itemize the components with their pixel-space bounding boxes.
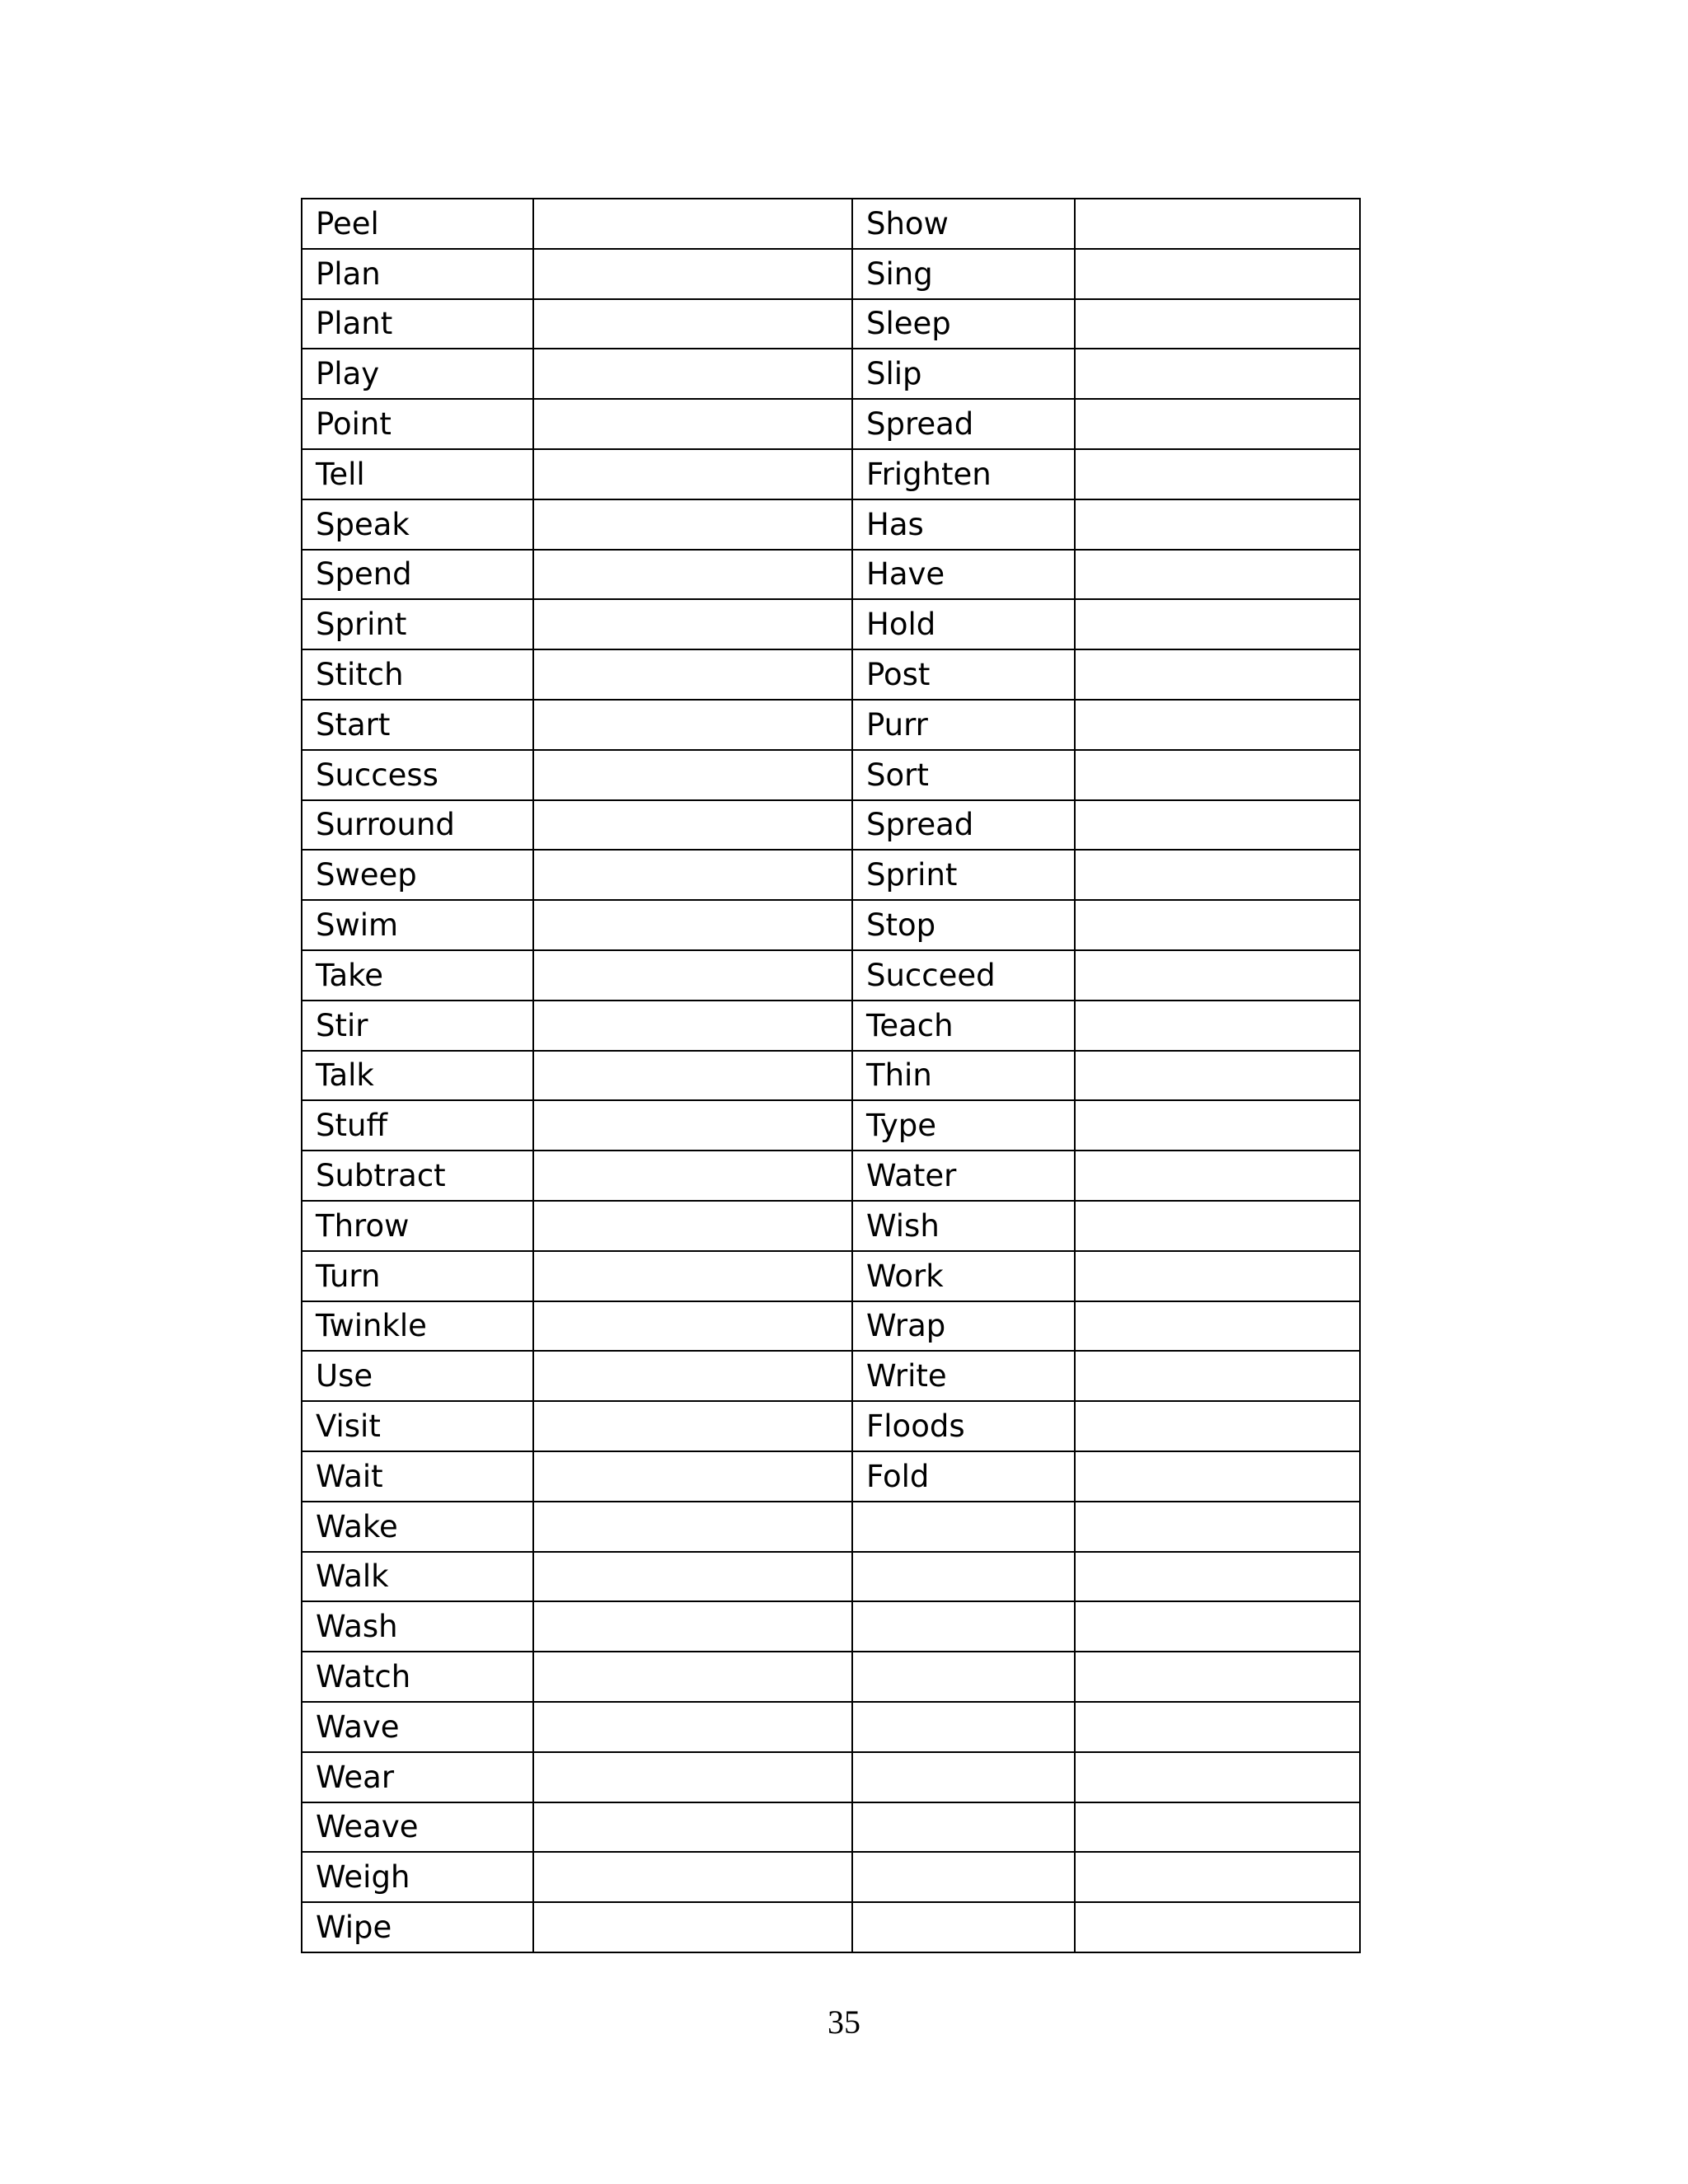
right-word-cell <box>852 1902 1075 1952</box>
left-word-cell: Speak <box>302 499 533 550</box>
left-word-cell: Use <box>302 1351 533 1401</box>
left-answer-cell <box>533 1201 852 1251</box>
left-word-cell: Tell <box>302 449 533 499</box>
right-answer-cell <box>1075 950 1360 1001</box>
left-answer-cell <box>533 249 852 299</box>
right-word-cell: Sprint <box>852 850 1075 900</box>
left-word-cell: Point <box>302 399 533 449</box>
left-answer-cell <box>533 299 852 349</box>
table-row <box>302 249 1360 299</box>
right-answer-cell <box>1075 1051 1360 1101</box>
right-answer-cell <box>1075 1251 1360 1301</box>
right-answer-cell <box>1075 1001 1360 1051</box>
right-answer-cell <box>1075 249 1360 299</box>
table-row <box>302 599 1360 649</box>
left-answer-cell <box>533 750 852 800</box>
right-answer-cell <box>1075 1301 1360 1352</box>
right-word-cell <box>852 1702 1075 1752</box>
left-word-cell: Visit <box>302 1401 533 1451</box>
table-row <box>302 1251 1360 1301</box>
table-row <box>302 1100 1360 1151</box>
table-row <box>302 550 1360 600</box>
table-row <box>302 1301 1360 1352</box>
table-row <box>302 199 1360 249</box>
left-word-cell: Wear <box>302 1752 533 1802</box>
left-answer-cell <box>533 1001 852 1051</box>
left-answer-cell <box>533 1351 852 1401</box>
right-word-cell: Type <box>852 1100 1075 1151</box>
right-word-cell <box>852 1502 1075 1552</box>
right-answer-cell <box>1075 900 1360 950</box>
left-word-cell: Sprint <box>302 599 533 649</box>
left-answer-cell <box>533 449 852 499</box>
left-answer-cell <box>533 1552 852 1602</box>
word-table-body <box>302 199 1360 1952</box>
left-answer-cell <box>533 1802 852 1853</box>
left-word-cell: Wipe <box>302 1902 533 1952</box>
table-row <box>302 1502 1360 1552</box>
right-word-cell: Thin <box>852 1051 1075 1101</box>
left-word-cell: Stitch <box>302 649 533 700</box>
table-row <box>302 1652 1360 1702</box>
table-row <box>302 1902 1360 1952</box>
left-answer-cell <box>533 1502 852 1552</box>
left-word-cell: Swim <box>302 900 533 950</box>
left-word-cell: Watch <box>302 1652 533 1702</box>
right-answer-cell <box>1075 850 1360 900</box>
left-word-cell: Stuff <box>302 1100 533 1151</box>
right-answer-cell <box>1075 499 1360 550</box>
left-answer-cell <box>533 1702 852 1752</box>
table-row <box>302 1852 1360 1902</box>
left-answer-cell <box>533 1902 852 1952</box>
right-word-cell: Fold <box>852 1451 1075 1502</box>
table-row <box>302 1752 1360 1802</box>
right-answer-cell <box>1075 550 1360 600</box>
left-answer-cell <box>533 399 852 449</box>
table-row <box>302 499 1360 550</box>
table-row <box>302 950 1360 1001</box>
left-word-cell: Walk <box>302 1552 533 1602</box>
right-word-cell <box>852 1752 1075 1802</box>
table-row <box>302 349 1360 399</box>
right-word-cell: Show <box>852 199 1075 249</box>
table-row <box>302 649 1360 700</box>
left-answer-cell <box>533 800 852 851</box>
left-answer-cell <box>533 499 852 550</box>
right-word-cell: Wish <box>852 1201 1075 1251</box>
right-word-cell: Has <box>852 499 1075 550</box>
table-row <box>302 1451 1360 1502</box>
left-answer-cell <box>533 850 852 900</box>
right-word-cell: Frighten <box>852 449 1075 499</box>
left-answer-cell <box>533 599 852 649</box>
right-answer-cell <box>1075 1201 1360 1251</box>
right-answer-cell <box>1075 1702 1360 1752</box>
right-answer-cell <box>1075 1502 1360 1552</box>
right-answer-cell <box>1075 1852 1360 1902</box>
page-number: 35 <box>828 2004 860 2041</box>
table-row <box>302 299 1360 349</box>
table-row <box>302 1001 1360 1051</box>
table-row <box>302 900 1360 950</box>
right-word-cell: Have <box>852 550 1075 600</box>
left-answer-cell <box>533 199 852 249</box>
left-answer-cell <box>533 950 852 1001</box>
right-answer-cell <box>1075 649 1360 700</box>
table-row <box>302 1151 1360 1201</box>
right-answer-cell <box>1075 1100 1360 1151</box>
right-word-cell <box>852 1802 1075 1853</box>
right-word-cell: Floods <box>852 1401 1075 1451</box>
table-row <box>302 800 1360 851</box>
right-word-cell <box>852 1552 1075 1602</box>
right-word-cell: Water <box>852 1151 1075 1201</box>
right-answer-cell <box>1075 1351 1360 1401</box>
table-row <box>302 700 1360 750</box>
table-row <box>302 449 1360 499</box>
left-word-cell: Sweep <box>302 850 533 900</box>
table-row <box>302 1802 1360 1853</box>
right-word-cell: Work <box>852 1251 1075 1301</box>
right-word-cell <box>852 1652 1075 1702</box>
left-answer-cell <box>533 1401 852 1451</box>
right-answer-cell <box>1075 1151 1360 1201</box>
left-answer-cell <box>533 349 852 399</box>
table-row <box>302 850 1360 900</box>
left-word-cell: Wave <box>302 1702 533 1752</box>
right-word-cell: Wrap <box>852 1301 1075 1352</box>
right-word-cell: Slip <box>852 349 1075 399</box>
right-word-cell <box>852 1852 1075 1902</box>
right-answer-cell <box>1075 1752 1360 1802</box>
right-answer-cell <box>1075 1802 1360 1853</box>
left-answer-cell <box>533 1752 852 1802</box>
left-answer-cell <box>533 649 852 700</box>
word-table <box>301 198 1361 1953</box>
right-answer-cell <box>1075 1401 1360 1451</box>
table-row <box>302 399 1360 449</box>
right-word-cell <box>852 1601 1075 1652</box>
table-row <box>302 1601 1360 1652</box>
left-answer-cell <box>533 1852 852 1902</box>
left-word-cell: Wake <box>302 1502 533 1552</box>
left-word-cell: Weave <box>302 1802 533 1853</box>
right-word-cell: Write <box>852 1351 1075 1401</box>
right-word-cell: Stop <box>852 900 1075 950</box>
right-answer-cell <box>1075 1601 1360 1652</box>
left-answer-cell <box>533 1100 852 1151</box>
left-word-cell: Turn <box>302 1251 533 1301</box>
left-answer-cell <box>533 1051 852 1101</box>
right-word-cell: Sing <box>852 249 1075 299</box>
left-answer-cell <box>533 1251 852 1301</box>
right-word-cell: Sort <box>852 750 1075 800</box>
right-answer-cell <box>1075 399 1360 449</box>
table-row <box>302 1351 1360 1401</box>
right-answer-cell <box>1075 1652 1360 1702</box>
left-word-cell: Twinkle <box>302 1301 533 1352</box>
left-word-cell: Peel <box>302 199 533 249</box>
left-word-cell: Stir <box>302 1001 533 1051</box>
right-answer-cell <box>1075 199 1360 249</box>
left-answer-cell <box>533 1451 852 1502</box>
left-word-cell: Plant <box>302 299 533 349</box>
table-row <box>302 1201 1360 1251</box>
left-word-cell: Spend <box>302 550 533 600</box>
right-answer-cell <box>1075 1902 1360 1952</box>
right-answer-cell <box>1075 750 1360 800</box>
right-answer-cell <box>1075 800 1360 851</box>
right-word-cell: Teach <box>852 1001 1075 1051</box>
right-word-cell: Spread <box>852 399 1075 449</box>
left-answer-cell <box>533 700 852 750</box>
right-word-cell: Post <box>852 649 1075 700</box>
right-word-cell: Succeed <box>852 950 1075 1001</box>
left-word-cell: Take <box>302 950 533 1001</box>
table-row <box>302 1552 1360 1602</box>
left-answer-cell <box>533 1151 852 1201</box>
left-answer-cell <box>533 1652 852 1702</box>
right-answer-cell <box>1075 299 1360 349</box>
left-word-cell: Subtract <box>302 1151 533 1201</box>
left-answer-cell <box>533 1301 852 1352</box>
left-word-cell: Surround <box>302 800 533 851</box>
left-answer-cell <box>533 1601 852 1652</box>
left-word-cell: Throw <box>302 1201 533 1251</box>
table-row <box>302 1051 1360 1101</box>
left-answer-cell <box>533 900 852 950</box>
left-answer-cell <box>533 550 852 600</box>
left-word-cell: Talk <box>302 1051 533 1101</box>
right-word-cell: Hold <box>852 599 1075 649</box>
right-answer-cell <box>1075 349 1360 399</box>
table-row <box>302 1401 1360 1451</box>
left-word-cell: Weigh <box>302 1852 533 1902</box>
right-answer-cell <box>1075 599 1360 649</box>
left-word-cell: Play <box>302 349 533 399</box>
right-answer-cell <box>1075 700 1360 750</box>
left-word-cell: Success <box>302 750 533 800</box>
right-answer-cell <box>1075 1552 1360 1602</box>
right-word-cell: Purr <box>852 700 1075 750</box>
right-answer-cell <box>1075 1451 1360 1502</box>
right-answer-cell <box>1075 449 1360 499</box>
left-word-cell: Plan <box>302 249 533 299</box>
right-word-cell: Spread <box>852 800 1075 851</box>
left-word-cell: Start <box>302 700 533 750</box>
left-word-cell: Wash <box>302 1601 533 1652</box>
left-word-cell: Wait <box>302 1451 533 1502</box>
table-row <box>302 1702 1360 1752</box>
table-row <box>302 750 1360 800</box>
right-word-cell: Sleep <box>852 299 1075 349</box>
